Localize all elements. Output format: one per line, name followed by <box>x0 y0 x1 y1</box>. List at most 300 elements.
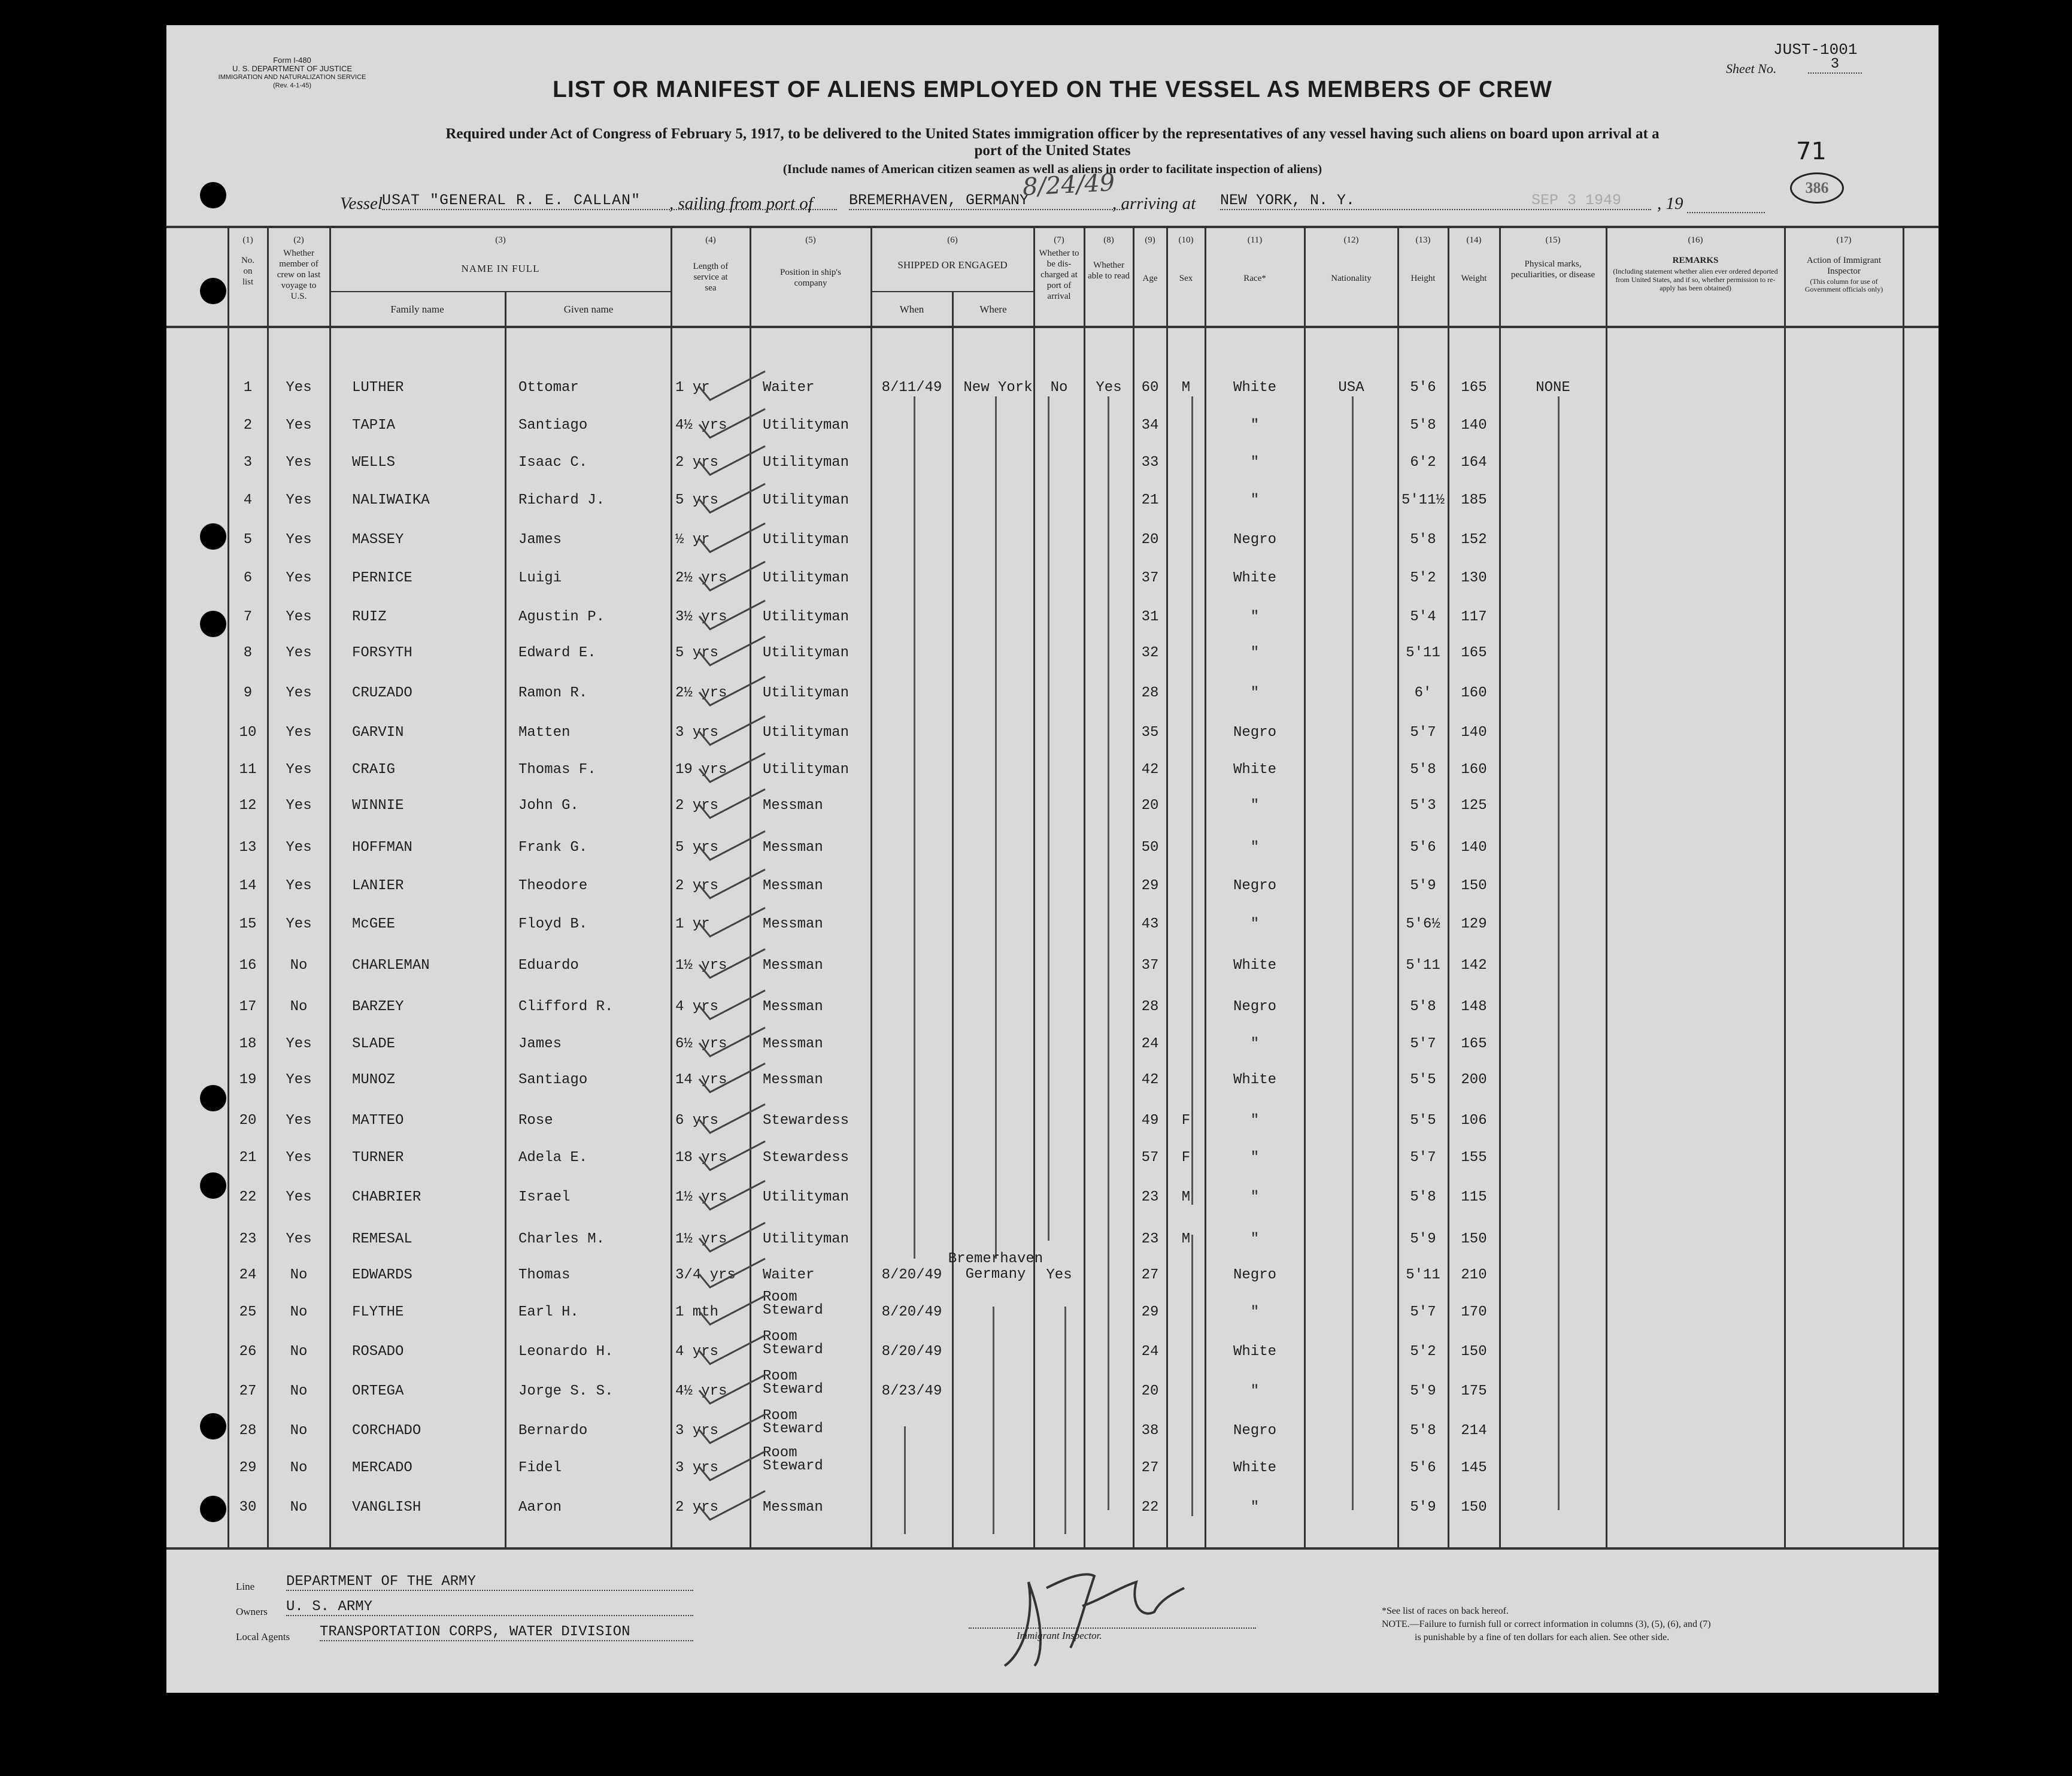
inspector-signature <box>993 1546 1196 1678</box>
check-mark <box>693 369 771 405</box>
given-name-cell: John G. <box>518 798 579 814</box>
service-length-cell: 4 yrs <box>675 999 719 1015</box>
col-header-name <box>330 235 671 274</box>
arrival-stamp: SEP 3 1949 <box>1531 192 1622 209</box>
ditto-stroke <box>1108 396 1109 1510</box>
shipped-where-cell: Bremerhaven Germany <box>948 1251 1043 1283</box>
family-name-cell: SLADE <box>352 1036 396 1052</box>
crew-last-voyage-cell: Yes <box>286 1113 312 1129</box>
position-cell: Room Steward <box>763 1445 823 1474</box>
check-mark <box>693 1256 771 1292</box>
shipped-where-cell: New York <box>963 380 1033 396</box>
crew-last-voyage-cell: Yes <box>286 878 312 894</box>
header-bottom-rule <box>166 326 1938 328</box>
height-cell: 5'8 <box>1410 999 1436 1015</box>
position-cell: Utilityman <box>763 762 850 778</box>
col-header-nationality <box>1305 235 1397 284</box>
col-label: Whether able to read <box>1088 260 1130 281</box>
shipped-when-cell: 8/20/49 <box>881 1304 942 1320</box>
col-header-position <box>751 235 870 289</box>
col-label: Nationality <box>1331 274 1372 283</box>
weight-cell: 160 <box>1461 762 1487 778</box>
crew-last-voyage-cell: Yes <box>286 1150 312 1166</box>
check-mark <box>693 444 771 480</box>
col-sep <box>671 226 672 1549</box>
age-cell: 28 <box>1141 685 1159 701</box>
position-cell: Utilityman <box>763 1189 850 1205</box>
race-cell: " <box>1250 609 1260 625</box>
service-length-cell: 2½ yrs <box>675 685 727 701</box>
crew-last-voyage-cell: Yes <box>286 1036 312 1052</box>
height-cell: 5'11 <box>1406 645 1440 661</box>
subtitle-line-1: Required under Act of Congress of February 5, 1917, to be delivered to the United States immigration officer by the representatives of any vessel having such aliens on board upon arrival at a <box>445 126 1660 142</box>
shipped-when-cell: 8/20/49 <box>881 1344 942 1360</box>
col-header-sex <box>1167 235 1205 284</box>
position-cell: Messman <box>763 1036 823 1052</box>
row-number-cell: 20 <box>239 1113 257 1129</box>
crew-last-voyage-cell: No <box>290 1423 308 1439</box>
height-cell: 5'8 <box>1410 1423 1436 1439</box>
col-header-age <box>1134 235 1166 284</box>
col-number: (3) <box>495 235 506 245</box>
service-length-cell: 3 yrs <box>675 1423 719 1439</box>
position-cell: Stewardess <box>763 1150 850 1166</box>
crew-last-voyage-cell: Yes <box>286 454 312 471</box>
age-cell: 31 <box>1141 609 1159 625</box>
family-name-cell: McGEE <box>352 916 396 932</box>
row-number-cell: 28 <box>239 1423 257 1439</box>
line-label: Line <box>236 1581 255 1592</box>
race-cell: " <box>1250 454 1260 471</box>
service-length-cell: 18 yrs <box>675 1150 727 1166</box>
punch-hole <box>200 611 226 637</box>
crew-last-voyage-cell: No <box>290 1267 308 1283</box>
col-sep <box>1606 226 1607 1549</box>
service-length-cell: 3½ yrs <box>675 609 727 625</box>
weight-cell: 165 <box>1461 645 1487 661</box>
col-note: (This column for use of Government officials only) <box>1804 277 1883 293</box>
height-cell: 5'9 <box>1410 878 1436 894</box>
check-mark <box>693 787 771 823</box>
given-name-cell: Ramon R. <box>518 685 588 701</box>
weight-cell: 170 <box>1461 1304 1487 1320</box>
height-cell: 5'6½ <box>1406 916 1440 932</box>
given-name-cell: Richard J. <box>518 492 605 508</box>
col-sep <box>1033 226 1035 1549</box>
crew-last-voyage-cell: Yes <box>286 1231 312 1247</box>
race-cell: " <box>1250 1113 1260 1129</box>
position-cell: Waiter <box>763 380 815 396</box>
family-name-cell: CRAIG <box>352 762 396 778</box>
height-cell: 5'11 <box>1406 1267 1440 1283</box>
family-name-cell: MUNOZ <box>352 1072 396 1088</box>
row-number-cell: 14 <box>239 878 257 894</box>
family-name-cell: ORTEGA <box>352 1383 404 1399</box>
page-mark: 71 <box>1796 138 1827 165</box>
col-sep <box>1903 226 1904 1549</box>
crew-last-voyage-cell: No <box>290 1499 308 1516</box>
race-cell: White <box>1233 570 1276 586</box>
agents-value: TRANSPORTATION CORPS, WATER DIVISION <box>320 1624 693 1641</box>
race-cell: " <box>1250 1383 1260 1399</box>
weight-cell: 150 <box>1461 878 1487 894</box>
age-cell: 60 <box>1141 380 1159 396</box>
height-cell: 5'11½ <box>1401 492 1445 508</box>
row-number-cell: 21 <box>239 1150 257 1166</box>
family-name-cell: MATTEO <box>352 1113 404 1129</box>
col-sep <box>505 291 506 1549</box>
position-cell: Utilityman <box>763 570 850 586</box>
height-cell: 5'8 <box>1410 417 1436 434</box>
crew-last-voyage-cell: Yes <box>286 570 312 586</box>
position-cell: Utilityman <box>763 492 850 508</box>
col-number: (7) <box>1054 235 1064 245</box>
height-cell: 5'6 <box>1410 1460 1436 1476</box>
given-name-cell: Eduardo <box>518 957 579 974</box>
family-name-cell: CORCHADO <box>352 1423 421 1439</box>
circled-mark: 386 <box>1790 172 1844 204</box>
race-cell: Negro <box>1233 1423 1276 1439</box>
family-name-cell: NALIWAIKA <box>352 492 430 508</box>
arrival-port: NEW YORK, N. Y. <box>1220 192 1651 210</box>
weight-cell: 130 <box>1461 570 1487 586</box>
age-cell: 37 <box>1141 570 1159 586</box>
owners-label: Owners <box>236 1606 268 1617</box>
service-length-cell: 1½ yrs <box>675 1189 727 1205</box>
col-label: Length of service at sea <box>693 262 729 293</box>
given-name-cell: Matten <box>518 725 571 741</box>
service-length-cell: 3/4 yrs <box>675 1267 736 1283</box>
height-cell: 6' <box>1414 685 1432 701</box>
row-number-cell: 12 <box>239 798 257 814</box>
weight-cell: 150 <box>1461 1499 1487 1516</box>
given-name-cell: Frank G. <box>518 839 588 856</box>
check-mark <box>693 1061 771 1097</box>
check-mark <box>693 1139 771 1175</box>
physical-marks-cell: NONE <box>1536 380 1570 396</box>
height-cell: 5'8 <box>1410 762 1436 778</box>
race-cell: " <box>1250 417 1260 434</box>
position-cell: Messman <box>763 1072 823 1088</box>
race-cell: " <box>1250 1231 1260 1247</box>
races-note: *See list of races on back hereof. <box>1382 1606 1509 1616</box>
crew-last-voyage-cell: Yes <box>286 685 312 701</box>
service-length-cell: 5 yrs <box>675 839 719 856</box>
penalty-note: NOTE.—Failure to furnish full or correct information in columns (3), (5), (6), and (7) <box>1382 1619 1711 1629</box>
family-name-cell: FORSYTH <box>352 645 412 661</box>
check-mark <box>693 1178 771 1214</box>
check-mark <box>693 905 771 941</box>
height-cell: 5'8 <box>1410 532 1436 548</box>
service-length-cell: 3 yrs <box>675 725 719 741</box>
col-sep <box>329 226 331 1549</box>
height-cell: 5'7 <box>1410 1304 1436 1320</box>
service-length-cell: 2 yrs <box>675 454 719 471</box>
line-value: DEPARTMENT OF THE ARMY <box>286 1574 693 1591</box>
check-mark <box>693 407 771 443</box>
ditto-stroke <box>1191 1235 1193 1516</box>
age-cell: 27 <box>1141 1460 1159 1476</box>
row-number-cell: 27 <box>239 1383 257 1399</box>
race-cell: White <box>1233 1072 1276 1088</box>
family-name-cell: MERCADO <box>352 1460 412 1476</box>
check-mark <box>693 988 771 1024</box>
check-mark <box>693 829 771 865</box>
weight-cell: 150 <box>1461 1231 1487 1247</box>
race-cell: " <box>1250 916 1260 932</box>
check-mark <box>693 1489 771 1525</box>
family-name-cell: REMESAL <box>352 1231 412 1247</box>
race-cell: " <box>1250 1150 1260 1166</box>
height-cell: 5'3 <box>1410 798 1436 814</box>
family-name-cell: BARZEY <box>352 999 404 1015</box>
sex-cell: M <box>1181 1231 1191 1247</box>
col-number: (11) <box>1247 235 1263 245</box>
row-number-cell: 19 <box>239 1072 257 1088</box>
row-number-cell: 1 <box>243 380 253 396</box>
able-to-read-cell: Yes <box>1096 380 1122 396</box>
penalty-note-cont: is punishable by a fine of ten dollars for each alien. See other side. <box>1415 1632 1670 1642</box>
ditto-stroke <box>1558 396 1560 1510</box>
row-number-cell: 9 <box>243 685 253 701</box>
sailing-label: , sailing from port of <box>669 194 813 213</box>
height-cell: 5'9 <box>1410 1231 1436 1247</box>
check-mark <box>693 1412 771 1448</box>
family-name-cell: RUIZ <box>352 609 387 625</box>
shipped-when-cell: 8/11/49 <box>881 380 942 396</box>
sex-cell: M <box>1181 380 1191 396</box>
check-mark <box>693 1372 771 1408</box>
age-cell: 57 <box>1141 1150 1159 1166</box>
check-mark <box>693 751 771 787</box>
crew-last-voyage-cell: Yes <box>286 417 312 434</box>
position-cell: Messman <box>763 798 823 814</box>
weight-cell: 140 <box>1461 417 1487 434</box>
weight-cell: 210 <box>1461 1267 1487 1283</box>
height-cell: 5'4 <box>1410 609 1436 625</box>
col-label: Weight <box>1461 274 1487 283</box>
family-name-cell: TURNER <box>352 1150 404 1166</box>
weight-cell: 125 <box>1461 798 1487 814</box>
nationality-cell: USA <box>1338 380 1364 396</box>
check-mark <box>693 674 771 710</box>
height-cell: 5'7 <box>1410 725 1436 741</box>
col-label: Physical marks, peculiarities, or disease <box>1510 259 1595 280</box>
col-label: Sex <box>1179 274 1193 283</box>
crew-last-voyage-cell: Yes <box>286 725 312 741</box>
weight-cell: 165 <box>1461 1036 1487 1052</box>
row-number-cell: 23 <box>239 1231 257 1247</box>
given-name-cell: Fidel <box>518 1460 562 1476</box>
row-number-cell: 8 <box>243 645 253 661</box>
row-number-cell: 18 <box>239 1036 257 1052</box>
height-cell: 5'9 <box>1410 1499 1436 1516</box>
check-mark <box>693 598 771 634</box>
document-title: LIST OR MANIFEST OF ALIENS EMPLOYED ON THE VESSEL AS MEMBERS OF CREW <box>553 77 1552 102</box>
manifest-sheet <box>166 25 1938 1693</box>
given-name-cell: Earl H. <box>518 1304 579 1320</box>
height-cell: 5'5 <box>1410 1072 1436 1088</box>
col-header-remarks <box>1607 235 1784 292</box>
check-mark <box>693 481 771 517</box>
col-header-no <box>229 235 267 287</box>
age-cell: 23 <box>1141 1189 1159 1205</box>
service-length-cell: 1 yr <box>675 380 710 396</box>
race-cell: Negro <box>1233 999 1276 1015</box>
table-top-rule <box>166 226 1938 228</box>
col-sep <box>1084 226 1085 1549</box>
col-label: SHIPPED OR ENGAGED <box>897 259 1008 271</box>
given-name-cell: Ottomar <box>518 380 579 396</box>
service-length-cell: 2½ yrs <box>675 570 727 586</box>
col-header-weight <box>1449 235 1499 284</box>
family-name-cell: EDWARDS <box>352 1267 412 1283</box>
check-mark <box>693 559 771 595</box>
service-length-cell: 1 mth <box>675 1304 719 1320</box>
family-name-cell: HOFFMAN <box>352 839 412 856</box>
given-name-cell: James <box>518 1036 562 1052</box>
age-cell: 33 <box>1141 454 1159 471</box>
family-name-cell: PERNICE <box>352 570 412 586</box>
service-length-cell: 4 yrs <box>675 1344 719 1360</box>
given-name-cell: Clifford R. <box>518 999 614 1015</box>
row-number-cell: 5 <box>243 532 253 548</box>
weight-cell: 175 <box>1461 1383 1487 1399</box>
crew-last-voyage-cell: No <box>290 1344 308 1360</box>
subtitle-line-2: port of the United States <box>974 143 1131 159</box>
check-mark <box>693 634 771 670</box>
col-subheader-family: Family name <box>390 304 444 315</box>
position-cell: Utilityman <box>763 1231 850 1247</box>
col-number: (4) <box>705 235 716 245</box>
position-cell: Stewardess <box>763 1113 850 1129</box>
discharged-at-arrival-cell: No <box>1050 380 1068 396</box>
punch-hole <box>200 1413 226 1439</box>
col-label: Height <box>1410 274 1436 283</box>
row-number-cell: 10 <box>239 725 257 741</box>
race-cell: " <box>1250 492 1260 508</box>
crew-last-voyage-cell: No <box>290 1304 308 1320</box>
service-length-cell: 3 yrs <box>675 1460 719 1476</box>
row-number-cell: 24 <box>239 1267 257 1283</box>
department-name: U. S. DEPARTMENT OF JUSTICE <box>232 64 353 73</box>
service-length-cell: 6 yrs <box>675 1113 719 1129</box>
given-name-cell: Santiago <box>518 1072 588 1088</box>
height-cell: 5'7 <box>1410 1150 1436 1166</box>
position-cell: Utilityman <box>763 725 850 741</box>
given-name-cell: Bernardo <box>518 1423 588 1439</box>
handwritten-date: 8/24/49 <box>1021 168 1116 202</box>
col-header-read <box>1085 235 1133 281</box>
service-length-cell: 14 yrs <box>675 1072 727 1088</box>
given-name-cell: Luigi <box>518 570 562 586</box>
service-length-cell: 5 yrs <box>675 645 719 661</box>
col-label: Race* <box>1243 274 1266 283</box>
given-name-cell: Leonardo H. <box>518 1344 614 1360</box>
given-name-cell: Adela E. <box>518 1150 588 1166</box>
weight-cell: 140 <box>1461 839 1487 856</box>
col-header-race <box>1206 235 1304 284</box>
sheet-label: Sheet No. <box>1726 61 1777 76</box>
row-number-cell: 2 <box>243 417 253 434</box>
row-number-cell: 16 <box>239 957 257 974</box>
check-mark <box>693 1102 771 1138</box>
row-number-cell: 7 <box>243 609 253 625</box>
col-label: Position in ship's company <box>780 268 841 288</box>
weight-cell: 160 <box>1461 685 1487 701</box>
check-mark <box>693 521 771 557</box>
inspector-label: Immigrant Inspector. <box>1017 1630 1102 1641</box>
position-cell: Utilityman <box>763 645 850 661</box>
race-cell: White <box>1233 1344 1276 1360</box>
check-mark <box>693 947 771 983</box>
crew-last-voyage-cell: No <box>290 957 308 974</box>
service-length-cell: 4½ yrs <box>675 1383 727 1399</box>
height-cell: 5'2 <box>1410 570 1436 586</box>
race-cell: " <box>1250 1304 1260 1320</box>
punch-hole <box>200 278 226 304</box>
race-cell: " <box>1250 839 1260 856</box>
col-number: (5) <box>805 235 816 245</box>
race-cell: White <box>1233 762 1276 778</box>
row-number-cell: 13 <box>239 839 257 856</box>
col-number: (12) <box>1343 235 1359 245</box>
weight-cell: 150 <box>1461 1344 1487 1360</box>
col-label: Action of Immigrant Inspector <box>1806 256 1882 276</box>
form-revision: (Rev. 4-1-45) <box>273 82 311 89</box>
age-cell: 35 <box>1141 725 1159 741</box>
col-number: (16) <box>1688 235 1703 245</box>
punch-hole <box>200 1172 226 1199</box>
col-number: (15) <box>1545 235 1561 245</box>
col-label: Whether to be dis-charged at port of arrival <box>1039 248 1079 301</box>
col-sep <box>1166 226 1168 1549</box>
position-cell: Messman <box>763 957 823 974</box>
service-name: IMMIGRATION AND NATURALIZATION SERVICE <box>218 74 366 81</box>
row-number-cell: 4 <box>243 492 253 508</box>
ditto-stroke <box>1191 396 1193 1205</box>
height-cell: 5'9 <box>1410 1383 1436 1399</box>
weight-cell: 142 <box>1461 957 1487 974</box>
col-header-action <box>1785 235 1903 293</box>
check-mark <box>693 1220 771 1256</box>
col-number: (2) <box>293 235 304 245</box>
crew-last-voyage-cell: Yes <box>286 492 312 508</box>
ditto-stroke <box>1064 1307 1066 1534</box>
age-cell: 20 <box>1141 1383 1159 1399</box>
row-number-cell: 30 <box>239 1499 257 1516</box>
service-length-cell: 1 yr <box>675 916 710 932</box>
col-number: (13) <box>1415 235 1431 245</box>
crew-last-voyage-cell: No <box>290 1383 308 1399</box>
shipped-when-cell: 8/23/49 <box>881 1383 942 1399</box>
weight-cell: 106 <box>1461 1113 1487 1129</box>
form-number: Form I-480 <box>273 56 311 65</box>
given-name-cell: Agustin P. <box>518 609 605 625</box>
crew-last-voyage-cell: Yes <box>286 798 312 814</box>
given-name-cell: Israel <box>518 1189 571 1205</box>
name-subheader-rule <box>330 291 671 292</box>
service-length-cell: ½ yr <box>675 532 710 548</box>
col-number: (8) <box>1103 235 1114 245</box>
family-name-cell: CRUZADO <box>352 685 412 701</box>
given-name-cell: Jorge S. S. <box>518 1383 614 1399</box>
crew-last-voyage-cell: No <box>290 1460 308 1476</box>
height-cell: 5'11 <box>1406 957 1440 974</box>
just-code: JUST-1001 <box>1773 41 1858 59</box>
row-number-cell: 11 <box>239 762 257 778</box>
given-name-cell: Thomas <box>518 1267 571 1283</box>
